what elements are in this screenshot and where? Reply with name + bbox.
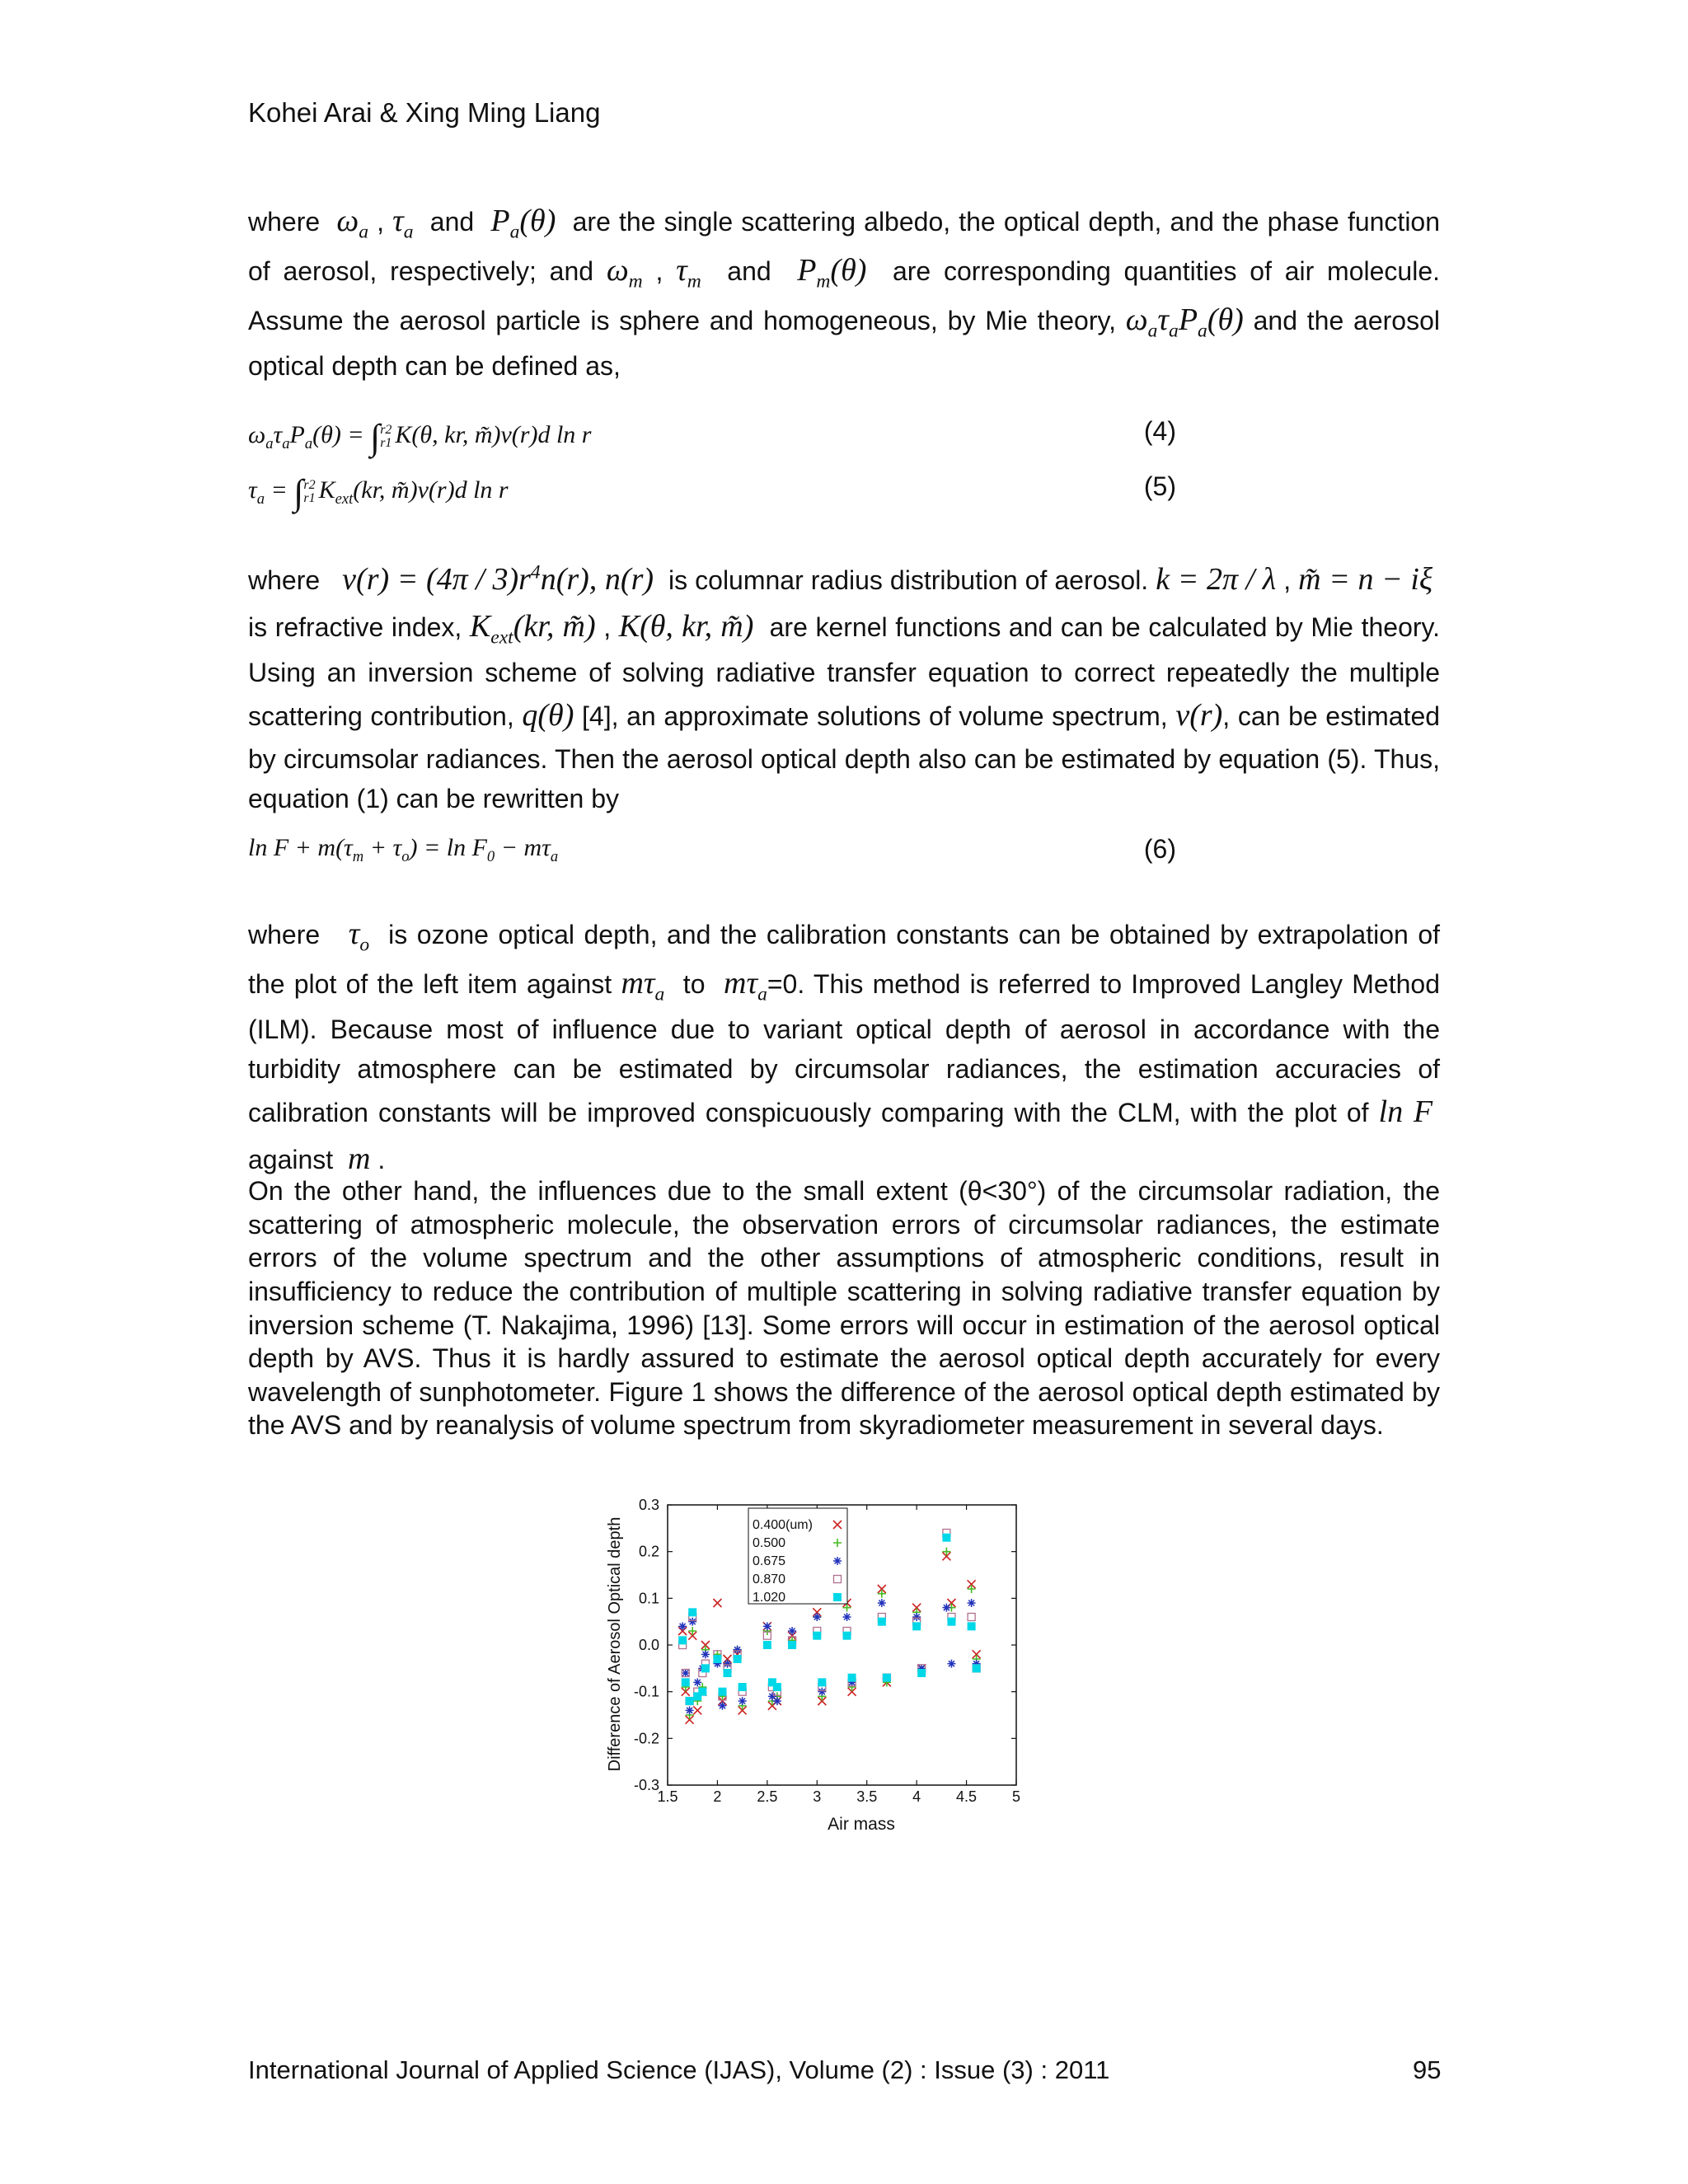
data-point xyxy=(773,1683,781,1691)
data-point xyxy=(843,1632,851,1640)
data-point xyxy=(763,1641,771,1649)
data-point xyxy=(813,1632,821,1640)
data-point xyxy=(947,1618,955,1626)
equation-6: $\ln F + m(\tau_m + \tau_o) = \ln F_0 - m\tau_a$ (6) xyxy=(248,834,1176,865)
legend-label: 0.500 xyxy=(753,1536,786,1550)
equation-4: $\omega_a\tau_aP_a(\theta) = \int r2$ r1 K(θ, kr, m̃)v(r)d ln r (4) xyxy=(248,416,1176,457)
y-tick-label: 0.0 xyxy=(638,1637,659,1653)
legend-label: 0.675 xyxy=(753,1554,786,1568)
data-point xyxy=(917,1669,926,1677)
data-point xyxy=(724,1669,732,1677)
y-tick-label: -0.2 xyxy=(633,1730,659,1747)
data-point xyxy=(878,1618,886,1626)
equation-5: $\tau_a = \int r2$ r1 $K_{ext}(kr$, m̃)v(r)d ln r (5) xyxy=(248,471,1176,513)
data-point xyxy=(848,1674,856,1682)
running-header: Kohei Arai & Xing Ming Liang xyxy=(248,97,601,128)
x-tick-label: 5 xyxy=(1011,1788,1021,1805)
y-axis-label: Difference of Aerosol Optical depth xyxy=(606,1516,624,1772)
data-point xyxy=(883,1674,891,1682)
x-tick-label: 2 xyxy=(713,1788,722,1805)
legend-label: 0.870 xyxy=(753,1572,786,1586)
x-tick-label: 3.5 xyxy=(856,1788,878,1805)
data-point xyxy=(688,1608,696,1616)
y-tick-label: 0.2 xyxy=(638,1543,659,1560)
data-point xyxy=(973,1664,981,1672)
data-point xyxy=(912,1622,921,1630)
x-tick-label: 3 xyxy=(813,1788,822,1805)
paragraph-2: where $v(r) = (4\pi / 3)r^4n(r)$, n(r) is columnar radius distribution of aerosol. k = 2π / λ , m̃ = n − iξ is refractive index, $K_{ext}(kr$, m̃) , K(θ, kr, m̃) are kernel functions and can be calculated by Mie theory. Using an inversion scheme of solving radiative transfer equation to correct repeatedly the multiple scattering contribution, q(θ) [4], an approximate solutions of volume spectrum, v(r), can be estimated by circumsolar radiances. Then the aerosol optical depth also can be estimated by equation (5). Thus, equation (1) can be rewritten by xyxy=(248,561,1441,813)
legend-marker xyxy=(833,1557,842,1565)
x-axis-label: Air mass xyxy=(828,1815,895,1834)
x-tick-label: 4 xyxy=(912,1788,921,1805)
data-point xyxy=(788,1641,796,1649)
data-point xyxy=(738,1683,747,1691)
paragraph-3: where $\tau_o$ is ozone optical depth, and the calibration constants can be obtained by extrapolation of the plot of the left item against $m\tau_a$ to $m\tau_a=0$. This method is referred to Improved Langley Method (ILM). Because most of influence due to variant optical depth of aerosol in accordance with the turbidity atmosphere can be estimated by circumsolar radiances, the estimation accuracies of calibration constants will be improved conspicuously comparing with the CLM, with the plot of ln F against m . xyxy=(248,916,1441,1176)
data-point xyxy=(713,1655,721,1663)
data-point xyxy=(818,1678,826,1686)
y-tick-label: 0.3 xyxy=(638,1497,659,1513)
data-point xyxy=(843,1613,851,1621)
x-tick-label: 2.5 xyxy=(757,1788,778,1805)
page-number: 95 xyxy=(1413,2055,1442,2084)
paragraph-1: where $\omega_a$ , $\tau_a$ and $P_a(\theta)$ are the single scattering albedo, the optical depth, and the phase function of aerosol, respectively; and $\omega_m$ , $\tau_m$ and $P_m(\theta)$ are corresponding quantities of air molecule. Assume the aerosol particle is sphere and homogeneous, by Mie theory, $\omega_a\tau_aP_a(\theta)$ and the aerosol optical depth can be defined as, xyxy=(248,204,1441,381)
x-tick-label: 1.5 xyxy=(657,1788,678,1805)
legend-marker xyxy=(833,1593,842,1601)
data-point xyxy=(813,1613,821,1621)
legend-label: 0.400(um) xyxy=(753,1518,813,1532)
data-point xyxy=(718,1688,726,1696)
data-point xyxy=(942,1534,950,1542)
legend-label: 1.020 xyxy=(753,1591,786,1605)
y-tick-label: 0.1 xyxy=(638,1590,659,1607)
data-point xyxy=(701,1664,710,1672)
y-tick-label: -0.1 xyxy=(633,1683,659,1700)
data-point xyxy=(686,1697,694,1705)
data-point xyxy=(734,1655,742,1663)
footer-journal: International Journal of Applied Science (IJAS), Volume (2) : Issue (3) : 2011 xyxy=(248,2055,1110,2084)
scatter-chart xyxy=(598,1492,1092,1846)
paragraph-4: On the other hand, the influences due to the small extent (θ<30°) of the circumsolar radiation, the scattering of atmospheric molecule, the observation errors of circumsolar radiances, the estimate errors of the volume spectrum and the other assumptions of atmospheric conditions, result in insufficiency to reduce the contribution of multiple scattering in solving radiative transfer equation by inversion scheme (T. Nakajima, 1996) [13]. Some errors will occur in estimation of the aerosol optical depth by AVS. Thus it is hardly assured to estimate the aerosol optical depth accurately for every wavelength of sunphotometer. Figure 1 shows the difference of the aerosol optical depth estimated by the AVS and by reanalysis of volume spectrum from skyradiometer measurement in several days. xyxy=(248,1176,1440,1441)
y-tick-label: -0.3 xyxy=(633,1777,659,1793)
data-point xyxy=(968,1622,976,1630)
x-tick-label: 4.5 xyxy=(956,1788,978,1805)
data-point xyxy=(682,1678,690,1686)
data-point xyxy=(698,1688,706,1696)
data-point xyxy=(678,1636,687,1644)
